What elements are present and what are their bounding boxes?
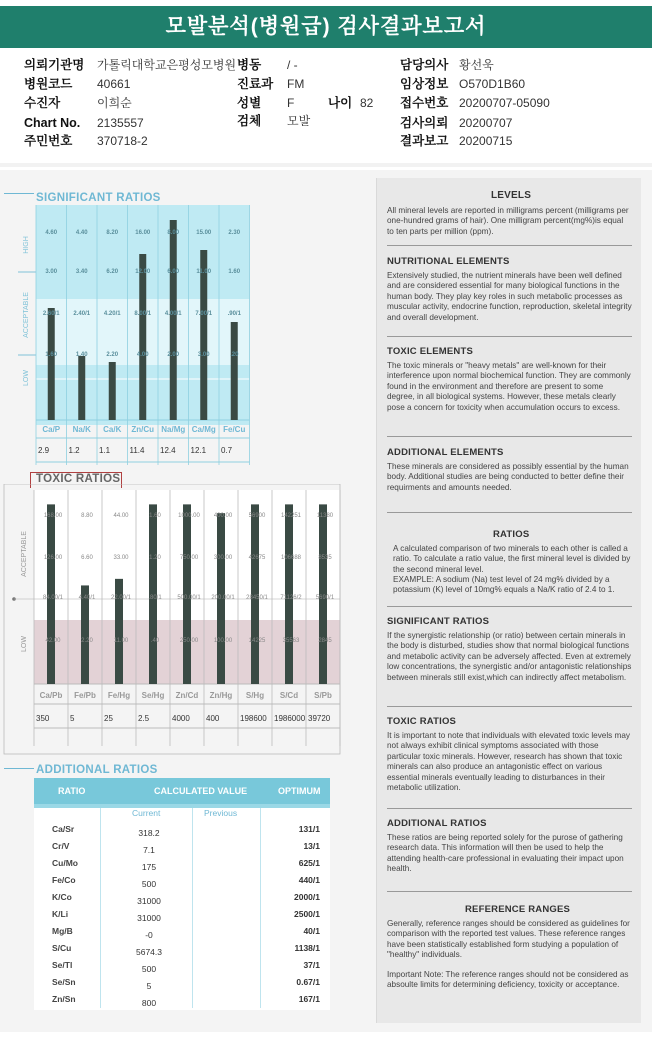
tox-scale-label: 106688: [280, 555, 302, 561]
sex-value: F: [287, 96, 295, 110]
info-rule-8: [387, 891, 632, 892]
reported-value: 20200715: [459, 134, 513, 148]
sig-value-label: 12.1: [190, 446, 207, 455]
tox-value-label: 2.5: [138, 714, 150, 723]
requested-label: 검사의뢰: [400, 116, 449, 130]
tox-value-label: 39720: [308, 714, 331, 723]
sig-value-label: 12.4: [160, 446, 176, 455]
sig-bar-na-k: [78, 356, 85, 420]
info-rule-3: [387, 436, 632, 437]
sig-scale-label: 3.00: [197, 352, 210, 358]
sig-bar-na-mg: [170, 220, 177, 420]
info-column: [376, 178, 641, 1023]
add-row-optimum: 13/1: [303, 841, 320, 851]
age-value: 82: [360, 96, 374, 110]
sig-scale-label: 4.00: [136, 352, 149, 358]
tox-scale-label: 71126/2: [280, 595, 302, 601]
sig-scale-label: 3.00: [45, 269, 58, 275]
info-rule-1: [387, 245, 632, 246]
clinical-value: O570D1B60: [459, 77, 526, 91]
sig-category-label: Ca/K: [103, 425, 122, 434]
add-row-ratio: Cu/Mo: [52, 858, 78, 868]
sig-scale-label: .20: [230, 352, 239, 358]
add-row-current: 175: [141, 862, 157, 872]
add-row-optimum: 2500/1: [294, 909, 320, 919]
add-row-optimum: 2000/1: [294, 892, 320, 902]
tox-scale-label: 11.00: [113, 638, 129, 644]
add-row-ratio: Zn/Sn: [52, 994, 76, 1004]
tox-category-label: S/Hg: [245, 691, 265, 700]
sig-scale-label: 2.60/1: [42, 311, 60, 317]
sig-scale-label: 3.40: [75, 269, 88, 275]
reference-ranges-note: Important Note: The reference ranges should not be considered as absoulte limits for determining deficiency, toxicity or acceptance.: [387, 970, 629, 990]
tox-value-label: 5: [70, 714, 75, 723]
add-row-ratio: Se/Tl: [52, 960, 73, 970]
add-row-ratio: Mg/B: [52, 926, 73, 936]
additional-ratios-title: ADDITIONAL RATIOS: [36, 764, 158, 776]
sig-scale-label: 4.60: [45, 230, 58, 236]
add-row-current: -0: [145, 930, 153, 940]
toxic-ratios-heading: TOXIC RATIOS: [387, 716, 457, 727]
add-row-ratio: Se/Sn: [52, 977, 76, 987]
add-row-ratio: K/Co: [52, 892, 72, 902]
sig-scale-label: 2.40/1: [73, 311, 91, 317]
tox-scale-label: 11380: [316, 513, 334, 519]
tox-acceptable-label: ACCEPTABLE: [21, 531, 28, 577]
reference-ranges-text: Generally, reference ranges should be considered as guidelines for comparison with the reported test values. These reference ranges have been statistically established form studying a population of "healthy" individuals.: [387, 919, 630, 960]
sig-scale-label: 8.20: [106, 230, 119, 236]
sig-scale-label: 15.00: [196, 230, 212, 236]
sex-label: 성별: [237, 96, 262, 110]
sig-scale-label: 8.00: [167, 230, 180, 236]
info-rule-2: [387, 336, 632, 337]
add-row-ratio: K/Li: [52, 909, 69, 919]
tox-category-label: Fe/Hg: [107, 691, 131, 700]
sig-bar-ca-k: [109, 362, 116, 420]
add-divider-1: [100, 808, 101, 1008]
add-row-ratio: S/Cu: [52, 943, 72, 953]
sig-category-label: Ca/Mg: [191, 425, 216, 434]
tox-scale-label: 28450/1: [246, 595, 268, 601]
tox-category-label: S/Cd: [279, 691, 299, 700]
nutritional-heading: NUTRITIONAL ELEMENTS: [387, 256, 510, 267]
add-title-rule: [4, 768, 34, 769]
tox-scale-label: 2845: [318, 638, 332, 644]
info-rule-4: [387, 512, 632, 513]
significant-ratios-heading: SIGNIFICANT RATIOS: [387, 616, 490, 627]
tox-value-label: 350: [36, 714, 50, 723]
add-row-current: 7.1: [143, 845, 155, 855]
tox-value-label: 400: [206, 714, 220, 723]
tox-scale-label: 22.00/1: [110, 595, 132, 601]
add-row-optimum: 1138/1: [294, 943, 320, 953]
add-row-optimum: 0.67/1: [296, 977, 320, 987]
ward-value: / -: [287, 58, 298, 72]
tox-scale-label: 1.60: [149, 513, 161, 519]
tox-scale-label: 4.40/1: [78, 595, 96, 601]
tox-scale-label: 84.00/1: [42, 595, 64, 601]
sig-bar-ca-p: [48, 308, 55, 420]
dept-label: 진료과: [237, 77, 274, 91]
significant-ratios-chart: [0, 200, 376, 470]
tox-scale-label: 56900: [248, 513, 266, 519]
tox-scale-label: 300.00: [213, 555, 233, 561]
sig-scale-label: 1.60: [228, 269, 241, 275]
tox-scale-label: 2.20: [81, 638, 93, 644]
reported-label: 결과보고: [400, 134, 449, 148]
add-row-optimum: 131/1: [298, 824, 320, 834]
levels-heading: LEVELS: [491, 190, 532, 201]
sig-scale-label: 1.60: [45, 352, 58, 358]
tox-category-label: Ca/Pb: [39, 691, 63, 700]
col-ratio-header: RATIO: [58, 786, 86, 796]
ratios-text: A calculated comparison of two minerals to each other is called a ratio. To calculate a ratio value, the first mineral level is divided by the second mineral level.: [393, 544, 631, 574]
sig-category-label: Na/Mg: [161, 425, 186, 434]
tox-low-label: LOW: [21, 636, 28, 652]
tox-scale-label: 126.00: [43, 555, 63, 561]
sig-scale-label: 12.00: [135, 269, 151, 275]
sig-scale-label: 8.00/1: [134, 311, 152, 317]
specimen-value: 모발: [287, 114, 311, 128]
ratios-heading: RATIOS: [493, 529, 530, 540]
chart-value: 2135557: [97, 116, 144, 130]
add-row-current: 800: [141, 998, 157, 1008]
add-row-current: 500: [141, 879, 157, 889]
doctor-value: 황선욱: [459, 58, 494, 72]
sig-value-label: 1.1: [99, 446, 111, 455]
tox-scale-label: 400.00: [213, 513, 233, 519]
sig-bar-ca-mg: [200, 250, 207, 420]
tox-value-label: 198600: [240, 714, 267, 723]
sig-category-label: Fe/Cu: [223, 425, 246, 434]
sig-scale-label: 2.20: [106, 352, 119, 358]
sig-low-label: LOW: [23, 370, 30, 386]
significant-ratios-title: SIGNIFICANT RATIOS: [36, 192, 161, 204]
tox-scale-label: .80/1: [148, 595, 162, 601]
tox-scale-label: 6.60: [81, 555, 93, 561]
tox-scale-label: 8535: [318, 555, 332, 561]
receipt-value: 20200707-05090: [459, 96, 550, 110]
sig-scale-label: 7.00/1: [195, 311, 213, 317]
sig-scale-label: 11.00: [196, 269, 212, 275]
add-divider-3: [260, 808, 261, 1008]
dept-value: FM: [287, 77, 305, 91]
tox-scale-label: 14225: [248, 638, 266, 644]
tox-scale-label: 1000.00: [178, 513, 200, 519]
sig-scale-label: 6.00: [167, 269, 180, 275]
add-row-current: 31000: [137, 896, 161, 906]
tox-category-label: Fe/Pb: [74, 691, 96, 700]
tox-scale-label: 250.00: [179, 638, 199, 644]
rrn-label: 주민번호: [24, 134, 73, 148]
requested-value: 20200707: [459, 116, 513, 130]
tox-scale-label: 8.80: [81, 513, 93, 519]
hosp-code-label: 병원코드: [24, 77, 73, 91]
add-row-optimum: 440/1: [298, 875, 320, 885]
additional-ratios-text: These ratios are being reported solely for the purose of gathering research data. This information will then be used to help the attending health-care professional in evaluating their impact upon health.: [387, 833, 624, 874]
tox-scale-label: 33.00: [113, 555, 129, 561]
tox-category-label: S/Pb: [314, 691, 332, 700]
tox-value-label: 4000: [172, 714, 190, 723]
receipt-label: 접수번호: [400, 96, 449, 110]
toxic-ratios-title: TOXIC RATIOS: [36, 473, 121, 485]
sig-scale-label: 6.20: [106, 269, 119, 275]
add-row-current: 5: [146, 981, 152, 991]
institution-value: 가톨릭대학교은평성모병원: [97, 58, 237, 72]
sig-title-rule: [4, 193, 34, 194]
sig-scale-label: 1.40: [75, 352, 88, 358]
toxic-ratios-chart: [0, 484, 376, 756]
sig-value-label: 2.9: [38, 446, 50, 455]
tox-scale-label: 42.00: [45, 638, 61, 644]
info-rule-5: [387, 606, 632, 607]
add-row-current: 5674.3: [136, 947, 162, 957]
add-row-ratio: Cr/V: [52, 841, 70, 851]
toxic-ratios-text: It is important to note that individuals with elevated toxic levels may not always exhibit clinical symptoms associated with those particular toxic minerals. However, research has shown that toxic minerals can also produce an antagonistic effect on various essential minerals eventually leading to disturbances in their metabolic utilization.: [387, 731, 631, 793]
sig-category-label: Na/K: [72, 425, 91, 434]
ward-label: 병동: [237, 58, 262, 72]
tox-scale-label: 750.00: [179, 555, 199, 561]
levels-text: All mineral levels are reported in milligrams percent (milligrams per one-hundred grams of hair). One milligram percent(mg%)is equal to ten parts per million (ppm).: [387, 206, 629, 236]
sig-scale-label: 2.30: [228, 230, 241, 236]
sig-value-label: 11.4: [129, 446, 145, 455]
patient-value: 이희순: [97, 96, 132, 110]
sig-scale-label: 2.00: [167, 352, 180, 358]
tox-scale-label: 142251: [280, 513, 302, 519]
tox-category-label: Zn/Hg: [209, 691, 233, 700]
add-row-current: 318.2: [138, 828, 160, 838]
sig-value-label: 1.2: [68, 446, 80, 455]
add-row-current: 500: [141, 964, 157, 974]
reference-ranges-heading: REFERENCE RANGES: [465, 904, 571, 915]
tox-scale-label: 100.00: [213, 638, 233, 644]
add-row-optimum: 625/1: [298, 858, 320, 868]
sig-scale-label: 4.20/1: [103, 311, 121, 317]
chart-label: Chart No.: [24, 116, 81, 130]
sig-acceptable-label: ACCEPTABLE: [23, 292, 30, 338]
sig-category-label: Ca/P: [42, 425, 61, 434]
tox-scale-label: 500.00/1: [177, 595, 201, 601]
tox-scale-label: 200.00/1: [211, 595, 235, 601]
sig-bar-fe-cu: [231, 322, 238, 420]
clinical-label: 임상정보: [400, 77, 449, 91]
toxic-elements-text: The toxic minerals or "heavy metals" are well-known for their interference upon normal biochemical function. They are commonly found in the environment and therefore are present to some degree, in all biological systems. However, these metals clearly pose a concern for toxicity when accumulation occurs to excess.: [387, 361, 631, 412]
info-rule-7: [387, 808, 632, 809]
col-current-header: Current: [132, 808, 161, 818]
add-row-ratio: Ca/Sr: [52, 824, 75, 834]
tox-scale-label: 5690/1: [315, 595, 335, 601]
add-divider-2: [192, 808, 193, 1008]
add-row-optimum: 37/1: [303, 960, 320, 970]
tox-scale-label: 42675: [248, 555, 266, 561]
tox-category-label: Zn/Cd: [175, 691, 199, 700]
add-row-optimum: 40/1: [303, 926, 320, 936]
col-previous-header: Previous: [204, 808, 238, 818]
ratios-example: EXAMPLE: A sodium (Na) test level of 24 mg% divided by a potassium (K) level of 10mg% equals a Na/K ratio of 2.4 to 1.: [393, 575, 615, 595]
col-optimum-header: OPTIMUM: [278, 786, 321, 796]
sig-category-label: Zn/Cu: [131, 425, 155, 434]
sig-scale-label: 4.00/1: [164, 311, 182, 317]
tox-value-label: 1986000: [274, 714, 306, 723]
rrn-value: 370718-2: [97, 134, 148, 148]
tox-scale-label: 44.00: [113, 513, 129, 519]
info-rule-6: [387, 706, 632, 707]
sig-scale-label: 4.40: [75, 230, 88, 236]
sig-bar-zn-cu: [139, 254, 146, 420]
tox-scale-label: 35563: [282, 638, 300, 644]
tox-scale-label: 168.00: [43, 513, 63, 519]
add-row-optimum: 167/1: [298, 994, 320, 1004]
hosp-code-value: 40661: [97, 77, 131, 91]
header-separator: [0, 163, 652, 167]
specimen-label: 검체: [237, 114, 262, 128]
sig-high-label: HIGH: [23, 236, 30, 254]
toxic-elements-heading: TOXIC ELEMENTS: [387, 346, 474, 357]
additional-ratios-heading: ADDITIONAL RATIOS: [387, 818, 487, 829]
institution-label: 의뢰기관명: [24, 58, 85, 72]
additional-ratios-table: [34, 778, 330, 1010]
col-calc-header: CALCULATED VALUE: [154, 786, 248, 796]
nutritional-text: Extensively studied, the nutrient minerals have been well defined and are considered essential for many biological functions in the human body. They play key roles in such metabolic processes as muscular activity, endocrine function, reproduction, skeletal integrity and overall development.: [387, 271, 632, 322]
add-row-ratio: Fe/Co: [52, 875, 76, 885]
tox-scale-label: .40: [150, 638, 160, 644]
doctor-label: 담당의사: [400, 58, 449, 72]
tox-scale-label: 1.20: [149, 555, 161, 561]
patient-label: 수진자: [24, 96, 61, 110]
significant-ratios-text: If the synergistic relationship (or ratio) between certain minerals in the body is disturbed, studies show that normal biological functions and metabolic activity can be adversely affected. Even at extremely low concentrations, the synergistic and/or antagonistic relationships between minerals still exist,which can indirectly affect metabolism.: [387, 631, 632, 682]
tox-category-label: Se/Hg: [141, 691, 165, 700]
additional-elements-heading: ADDITIONAL ELEMENTS: [387, 447, 504, 458]
add-header-shadow: [34, 804, 330, 808]
age-label: 나이: [328, 96, 353, 110]
sig-scale-label: .90/1: [227, 311, 241, 317]
report-title: 모발분석(병원급) 검사결과보고서: [0, 6, 652, 48]
add-row-current: 31000: [137, 913, 161, 923]
sig-value-label: 0.7: [221, 446, 233, 455]
additional-elements-text: These minerals are considered as possibly essential by the human body. Additional studies are being conducted to better define their requirments and amounts needed.: [387, 462, 629, 492]
sig-scale-label: 16.00: [135, 230, 151, 236]
tox-value-label: 25: [104, 714, 113, 723]
